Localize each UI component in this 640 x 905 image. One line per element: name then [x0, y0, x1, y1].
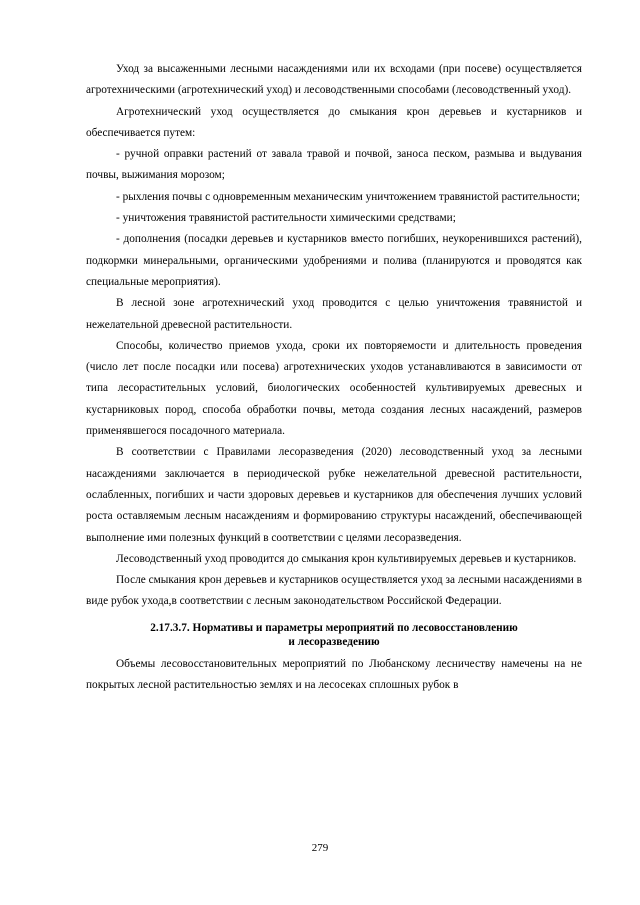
section-heading: [86, 621, 582, 649]
document-body: [86, 59, 582, 696]
section-heading-line1: 2.17.3.7. Нормативы и параметры мероприятий по лесовосстановлению: [150, 621, 518, 634]
paragraph-silvicultural-care: Лесоводственный уход проводится до смыкания крон культивируемых деревьев и кустарников.: [116, 552, 577, 565]
section-heading-line2: и лесоразведению: [288, 635, 380, 648]
paragraph-reforestation-volumes: Объемы лесовосстановительных мероприятий по Любанскому лесничеству намечены на не покрытых лесной растительностью землях и на лесосеках сплошных рубок в: [86, 657, 582, 692]
paragraph-agrotechnical-care: Агротехнический уход осуществляется до смыкания крон деревьев и кустарников и обеспечивается путем:: [86, 105, 582, 139]
paragraph-care-parameters: Способы, количество приемов ухода, сроки их повторяемости и длительность проведения (число лет после посадки или посева) агротехнических уходов устанавливаются в зависимости от типа лесорастительных условий, биологических особенностей культивируемых древесных и кустарниковых пород, способа обработки почвы, метода создания лесных насаждений, размеров применявшегося посадочного материала.: [86, 339, 582, 438]
list-item-chemical: - уничтожения травянистой растительности химическими средствами;: [116, 212, 456, 225]
list-item-manual-trimming: - ручной оправки растений от завала травой и почвой, заноса песком, размыва и выдувания почвы, выжимания морозом;: [86, 148, 582, 182]
paragraph-afforestation-rules: В соответствии с Правилами лесоразведения (2020) лесоводственный уход за лесными насаждениями заключается в периодической рубке нежелательной древесной растительности, ослабленных, погибших и части здоровых деревьев и кустарников для обеспечения лучших условий роста оставляемым лесным насаждениям и формированию структуры насаждений, обеспечивающей выполнение ими полезных функций в соответствии с целями лесоразведения.: [86, 446, 582, 544]
paragraph-forest-zone: В лесной зоне агротехнический уход проводится с целью уничтожения травянистой и нежелательной древесной растительности.: [86, 297, 582, 331]
list-item-supplementing: - дополнения (посадки деревьев и кустарников вместо погибших, неукоренившихся растений), подкормки минеральными, органическими удобрениями и полива (планируются и проводятся как специальные мероприятия).: [86, 233, 582, 288]
list-item-loosening: - рыхления почвы с одновременным механическим уничтожением травянистой растительности;: [116, 190, 580, 203]
page-number: 279: [311, 842, 329, 854]
paragraph-care-methods: Уход за высаженными лесными насаждениями или их всходами (при посеве) осуществляется агротехническими (агротехнический уход) и лесоводственными способами (лесоводственный уход).: [86, 63, 582, 97]
paragraph-thinning: После смыкания крон деревьев и кустарников осуществляется уход за лесными насаждениями в виде рубок ухода,в соответствии с лесным законодательством Российской Федерации.: [86, 574, 582, 608]
